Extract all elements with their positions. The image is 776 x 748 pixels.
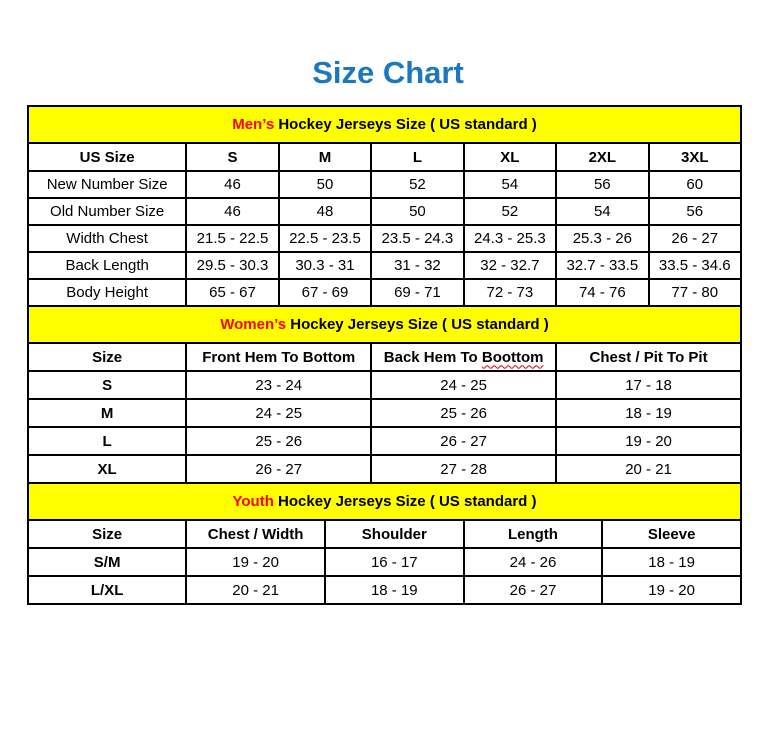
mens-column-header: M bbox=[279, 143, 371, 171]
size-value-cell: 18 - 19 bbox=[556, 399, 741, 427]
youth-column-header: Shoulder bbox=[325, 520, 464, 548]
size-value-cell: 25 - 26 bbox=[186, 427, 371, 455]
size-value-cell: 54 bbox=[556, 198, 648, 225]
youth-table-row bbox=[28, 548, 741, 576]
size-value-cell: 56 bbox=[649, 198, 741, 225]
row-label: Body Height bbox=[28, 279, 186, 306]
mens-table-row bbox=[28, 252, 741, 279]
size-value-cell: 27 - 28 bbox=[371, 455, 556, 483]
size-value-cell: 32.7 - 33.5 bbox=[556, 252, 648, 279]
size-value-cell: 16 - 17 bbox=[325, 548, 464, 576]
youth-section-row bbox=[28, 483, 741, 520]
size-value-cell: 54 bbox=[464, 171, 556, 198]
size-value-cell: 65 - 67 bbox=[186, 279, 278, 306]
youth-column-header: Size bbox=[28, 520, 186, 548]
size-value-cell: 30.3 - 31 bbox=[279, 252, 371, 279]
size-value-cell: 26 - 27 bbox=[186, 455, 371, 483]
size-value-cell: 24 - 26 bbox=[464, 548, 603, 576]
size-value-cell: 50 bbox=[371, 198, 463, 225]
row-label: Width Chest bbox=[28, 225, 186, 252]
size-value-cell: 25.3 - 26 bbox=[556, 225, 648, 252]
womens-section-highlight: Women’s bbox=[220, 316, 287, 334]
womens-section-header bbox=[28, 306, 741, 343]
size-value-cell: 31 - 32 bbox=[371, 252, 463, 279]
column-header-text: Back Hem To bbox=[383, 348, 482, 366]
size-value-cell: 22.5 - 23.5 bbox=[279, 225, 371, 252]
womens-column-header bbox=[371, 343, 556, 371]
size-value-cell: 52 bbox=[464, 198, 556, 225]
size-value-cell: 20 - 21 bbox=[556, 455, 741, 483]
youth-section-highlight: Youth bbox=[232, 493, 274, 511]
youth-column-header: Chest / Width bbox=[186, 520, 325, 548]
womens-table-row bbox=[28, 371, 741, 399]
size-value-cell: 77 - 80 bbox=[649, 279, 741, 306]
youth-size-table bbox=[27, 482, 742, 605]
size-value-cell: 19 - 20 bbox=[602, 576, 741, 604]
size-value-cell: 46 bbox=[186, 171, 278, 198]
size-value-cell: 56 bbox=[556, 171, 648, 198]
size-value-cell: 32 - 32.7 bbox=[464, 252, 556, 279]
size-value-cell: 21.5 - 22.5 bbox=[186, 225, 278, 252]
size-value-cell: 24 - 25 bbox=[371, 371, 556, 399]
row-label: L/XL bbox=[28, 576, 186, 604]
mens-section-header bbox=[28, 106, 741, 143]
size-value-cell: 17 - 18 bbox=[556, 371, 741, 399]
size-value-cell: 24.3 - 25.3 bbox=[464, 225, 556, 252]
row-label: S/M bbox=[28, 548, 186, 576]
size-value-cell: 60 bbox=[649, 171, 741, 198]
size-value-cell: 67 - 69 bbox=[279, 279, 371, 306]
mens-column-header: US Size bbox=[28, 143, 186, 171]
size-value-cell: 52 bbox=[371, 171, 463, 198]
size-value-cell: 23 - 24 bbox=[186, 371, 371, 399]
womens-column-header: Chest / Pit To Pit bbox=[556, 343, 741, 371]
mens-column-header-row bbox=[28, 143, 741, 171]
row-label: Back Length bbox=[28, 252, 186, 279]
mens-column-header: 2XL bbox=[556, 143, 648, 171]
mens-section-highlight: Men’s bbox=[232, 116, 275, 134]
size-value-cell: 46 bbox=[186, 198, 278, 225]
youth-section-header bbox=[28, 483, 741, 520]
mens-column-header: S bbox=[186, 143, 278, 171]
size-value-cell: 26 - 27 bbox=[464, 576, 603, 604]
size-value-cell: 26 - 27 bbox=[649, 225, 741, 252]
row-label: New Number Size bbox=[28, 171, 186, 198]
womens-section-row bbox=[28, 306, 741, 343]
size-value-cell: 29.5 - 30.3 bbox=[186, 252, 278, 279]
womens-size-table bbox=[27, 305, 742, 484]
womens-section-title-rest: Hockey Jerseys Size ( US standard ) bbox=[286, 316, 549, 334]
size-value-cell: 26 - 27 bbox=[371, 427, 556, 455]
row-label: XL bbox=[28, 455, 186, 483]
mens-table-row bbox=[28, 225, 741, 252]
womens-table-row bbox=[28, 455, 741, 483]
size-value-cell: 50 bbox=[279, 171, 371, 198]
size-value-cell: 48 bbox=[279, 198, 371, 225]
size-value-cell: 23.5 - 24.3 bbox=[371, 225, 463, 252]
mens-table-row bbox=[28, 171, 741, 198]
size-value-cell: 18 - 19 bbox=[325, 576, 464, 604]
mens-column-header: L bbox=[371, 143, 463, 171]
size-value-cell: 72 - 73 bbox=[464, 279, 556, 306]
womens-table-row bbox=[28, 427, 741, 455]
size-chart-container bbox=[27, 105, 742, 605]
mens-column-header: 3XL bbox=[649, 143, 741, 171]
mens-table-row bbox=[28, 198, 741, 225]
row-label: S bbox=[28, 371, 186, 399]
size-value-cell: 19 - 20 bbox=[186, 548, 325, 576]
mens-section-row bbox=[28, 106, 741, 143]
row-label: Old Number Size bbox=[28, 198, 186, 225]
youth-column-header: Sleeve bbox=[602, 520, 741, 548]
womens-column-header: Front Hem To Bottom bbox=[186, 343, 371, 371]
mens-section-title-rest: Hockey Jerseys Size ( US standard ) bbox=[274, 116, 537, 134]
youth-column-header-row bbox=[28, 520, 741, 548]
size-value-cell: 33.5 - 34.6 bbox=[649, 252, 741, 279]
size-value-cell: 19 - 20 bbox=[556, 427, 741, 455]
size-value-cell: 20 - 21 bbox=[186, 576, 325, 604]
size-value-cell: 18 - 19 bbox=[602, 548, 741, 576]
misspelled-word: Boottom bbox=[481, 348, 544, 366]
mens-column-header: XL bbox=[464, 143, 556, 171]
page-title: Size Chart bbox=[312, 55, 464, 90]
mens-size-table bbox=[27, 105, 742, 307]
youth-table-row bbox=[28, 576, 741, 604]
youth-section-title-rest: Hockey Jerseys Size ( US standard ) bbox=[273, 493, 537, 511]
womens-column-header: Size bbox=[28, 343, 186, 371]
youth-column-header: Length bbox=[464, 520, 603, 548]
size-value-cell: 74 - 76 bbox=[556, 279, 648, 306]
size-value-cell: 69 - 71 bbox=[371, 279, 463, 306]
size-value-cell: 24 - 25 bbox=[186, 399, 371, 427]
womens-table-row bbox=[28, 399, 741, 427]
row-label: L bbox=[28, 427, 186, 455]
size-value-cell: 25 - 26 bbox=[371, 399, 556, 427]
womens-column-header-row bbox=[28, 343, 741, 371]
mens-table-row bbox=[28, 279, 741, 306]
row-label: M bbox=[28, 399, 186, 427]
